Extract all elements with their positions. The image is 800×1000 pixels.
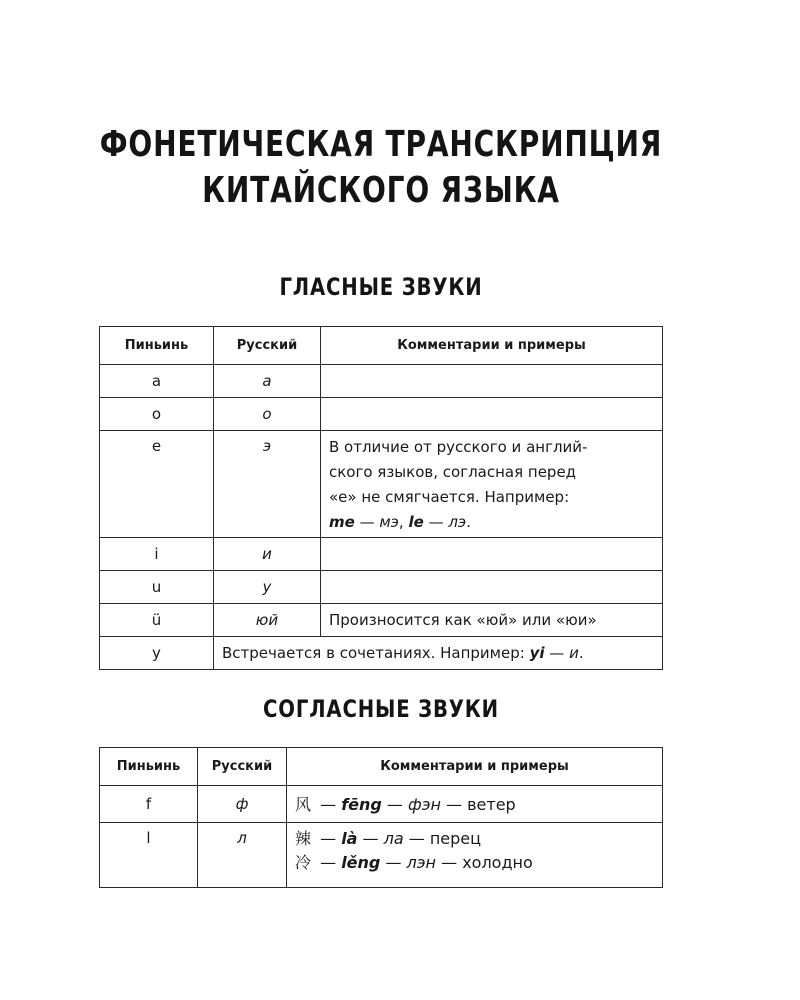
hanzi: 风 [295,794,312,814]
russian-cell: э [214,431,321,538]
comment-cell [321,398,663,431]
example-russian: лэн [406,853,437,872]
table-header-row [100,327,663,365]
vowels-table [99,326,663,670]
russian-cell: ф [198,786,287,823]
russian-cell: у [214,571,321,604]
comment-cell [321,431,663,538]
column-header-pinyin: Пиньинь [100,748,198,786]
example-word: le [408,513,424,531]
pinyin-cell: a [100,365,214,398]
table-row [100,538,663,571]
table-row [100,604,663,637]
table-row [100,786,663,823]
example-line: me — мэ, le — лэ. [329,513,471,531]
comment-cell: Встречается в сочетаниях. Например: yi — и. [214,637,663,670]
consonants-table [99,747,663,888]
column-header-comments: Комментарии и примеры [321,327,663,365]
comment-cell: Произносится как «юй» или «юи» [321,604,663,637]
comment-line: ского языков, согласная перед [329,463,577,481]
russian-cell: и [214,538,321,571]
russian-cell: а [214,365,321,398]
vowels-heading: ГЛАСНЫЕ ЗВУКИ [279,273,483,301]
example-word: lěng [341,853,381,872]
example-line: 冷 — lěng — лэн — холодно [295,853,533,872]
example-word: fēng [341,794,382,814]
example-word: yi [529,643,545,662]
example-russian: мэ [379,513,399,531]
hanzi: 冷 [295,853,312,872]
comment-cell [321,365,663,398]
table-row [100,365,663,398]
example-word: là [341,829,358,848]
russian-cell: л [198,823,287,888]
title-line-2: КИТАЙСКОГО ЯЗЫКА [202,170,560,211]
comment-cell [321,571,663,604]
table-row [100,431,663,538]
example-russian: фэн [408,794,441,814]
pinyin-cell: e [100,431,214,538]
russian-cell: о [214,398,321,431]
comment-text: Встречается в сочетаниях. Например: [222,643,525,662]
pinyin-cell: i [100,538,214,571]
column-header-comments: Комментарии и примеры [287,748,663,786]
pinyin-cell: y [100,637,214,670]
comment-cell [321,538,663,571]
table-row [100,637,663,670]
example-russian: и [569,643,579,662]
pinyin-cell: l [100,823,198,888]
pinyin-cell: u [100,571,214,604]
table-row [100,571,663,604]
example-line: 辣 — là — ла — перец [295,829,482,848]
example-meaning: перец [429,829,482,848]
table-header-row [100,748,663,786]
hanzi: 辣 [295,829,312,848]
example-meaning: ветер [467,794,516,814]
russian-cell: юй [214,604,321,637]
column-header-russian: Русский [214,327,321,365]
comment-cell [287,823,663,888]
column-header-pinyin: Пиньинь [100,327,214,365]
comment-cell [287,786,663,823]
table-row [100,398,663,431]
example-meaning: холодно [462,853,533,872]
example-line: 风 — fēng — фэн — ветер [295,794,516,814]
comment-line: «е» не смягчается. Например: [329,488,570,506]
example-russian: ла [383,829,404,848]
consonants-heading: СОГЛАСНЫЕ ЗВУКИ [263,695,499,723]
column-header-russian: Русский [198,748,287,786]
pinyin-cell: o [100,398,214,431]
pinyin-cell: ü [100,604,214,637]
pinyin-cell: f [100,786,198,823]
example-word: me [329,513,355,531]
comment-line: В отличие от русского и англий- [329,438,588,456]
example-russian: лэ [448,513,467,531]
page-title [84,122,678,214]
title-line-1: ФОНЕТИЧЕСКАЯ ТРАНСКРИПЦИЯ [99,124,663,165]
table-row [100,823,663,888]
